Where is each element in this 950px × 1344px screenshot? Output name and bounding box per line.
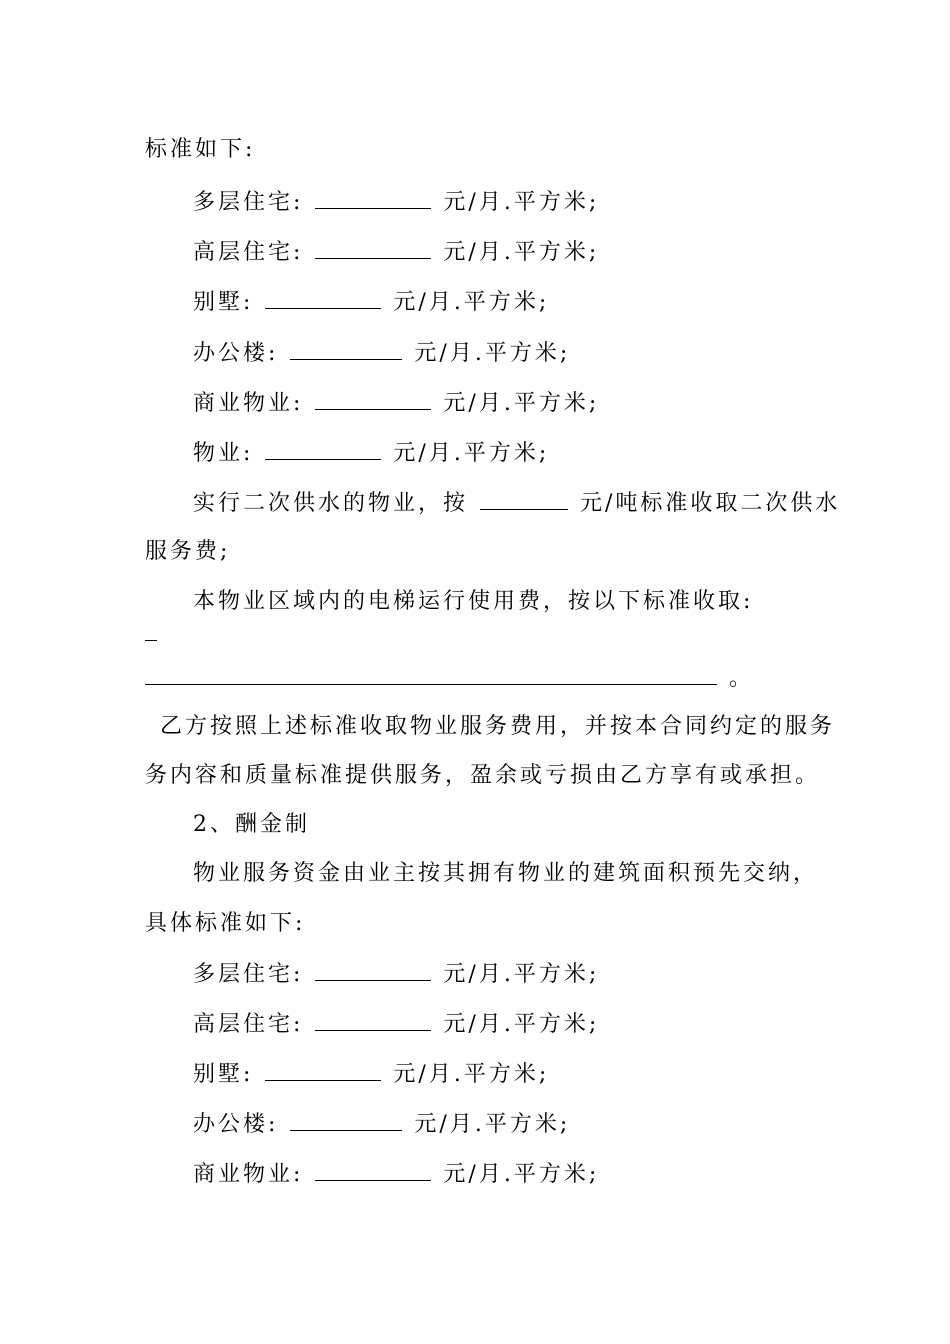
text-line: 标准如下: xyxy=(145,137,256,162)
fee-line-multistory: 多层住宅: 元/月.平方米; xyxy=(193,186,599,218)
blank-field[interactable] xyxy=(315,958,431,981)
fee-line-villa: 别墅: 元/月.平方米; xyxy=(193,286,549,318)
blank-field[interactable] xyxy=(315,1008,431,1031)
blank-field[interactable] xyxy=(290,1108,402,1131)
blank-field[interactable] xyxy=(290,337,402,360)
fee-line-highrise: 高层住宅: 元/月.平方米; xyxy=(193,236,599,268)
fee-line-property: 物业: 元/月.平方米; xyxy=(193,437,549,469)
fee-line-commercial: 商业物业: 元/月.平方米; xyxy=(193,1158,599,1190)
blank-field-long[interactable] xyxy=(145,662,717,685)
fee-line-commercial: 商业物业: 元/月.平方米; xyxy=(193,387,599,419)
fee-line-highrise: 高层住宅: 元/月.平方米; xyxy=(193,1008,599,1040)
blank-field[interactable] xyxy=(265,286,381,309)
blank-field[interactable] xyxy=(265,1058,381,1081)
long-blank-line: 。 xyxy=(145,662,754,694)
blank-field[interactable] xyxy=(315,186,431,209)
blank-field[interactable] xyxy=(265,437,381,460)
blank-field[interactable] xyxy=(315,236,431,259)
blank-field[interactable] xyxy=(315,1158,431,1181)
text-line: 服务费; xyxy=(145,539,231,564)
text-line: 乙方按照上述标准收取物业服务费用，并按本合同约定的服务 xyxy=(160,714,836,739)
text-line: 本物业区域内的电梯运行使用费，按以下标准收取: xyxy=(193,589,754,614)
text-line: 务内容和质量标准提供服务，盈余或亏损由乙方享有或承担。 xyxy=(145,763,821,788)
text-line: 物业服务资金由业主按其拥有物业的建筑面积预先交纳， xyxy=(193,861,819,886)
dash-mark xyxy=(145,640,157,641)
blank-field[interactable] xyxy=(480,487,568,510)
fee-line-villa: 别墅: 元/月.平方米; xyxy=(193,1058,549,1090)
section-heading: 2、酬金制 xyxy=(193,812,310,837)
blank-field[interactable] xyxy=(315,387,431,410)
fee-line-office: 办公楼: 元/月.平方米; xyxy=(193,1108,570,1140)
text-line: 具体标准如下: xyxy=(145,911,306,936)
fee-line-office: 办公楼: 元/月.平方米; xyxy=(193,337,570,369)
fee-line-multistory: 多层住宅: 元/月.平方米; xyxy=(193,958,599,990)
water-supply-line: 实行二次供水的物业，按 元/吨标准收取二次供水 xyxy=(193,487,840,519)
